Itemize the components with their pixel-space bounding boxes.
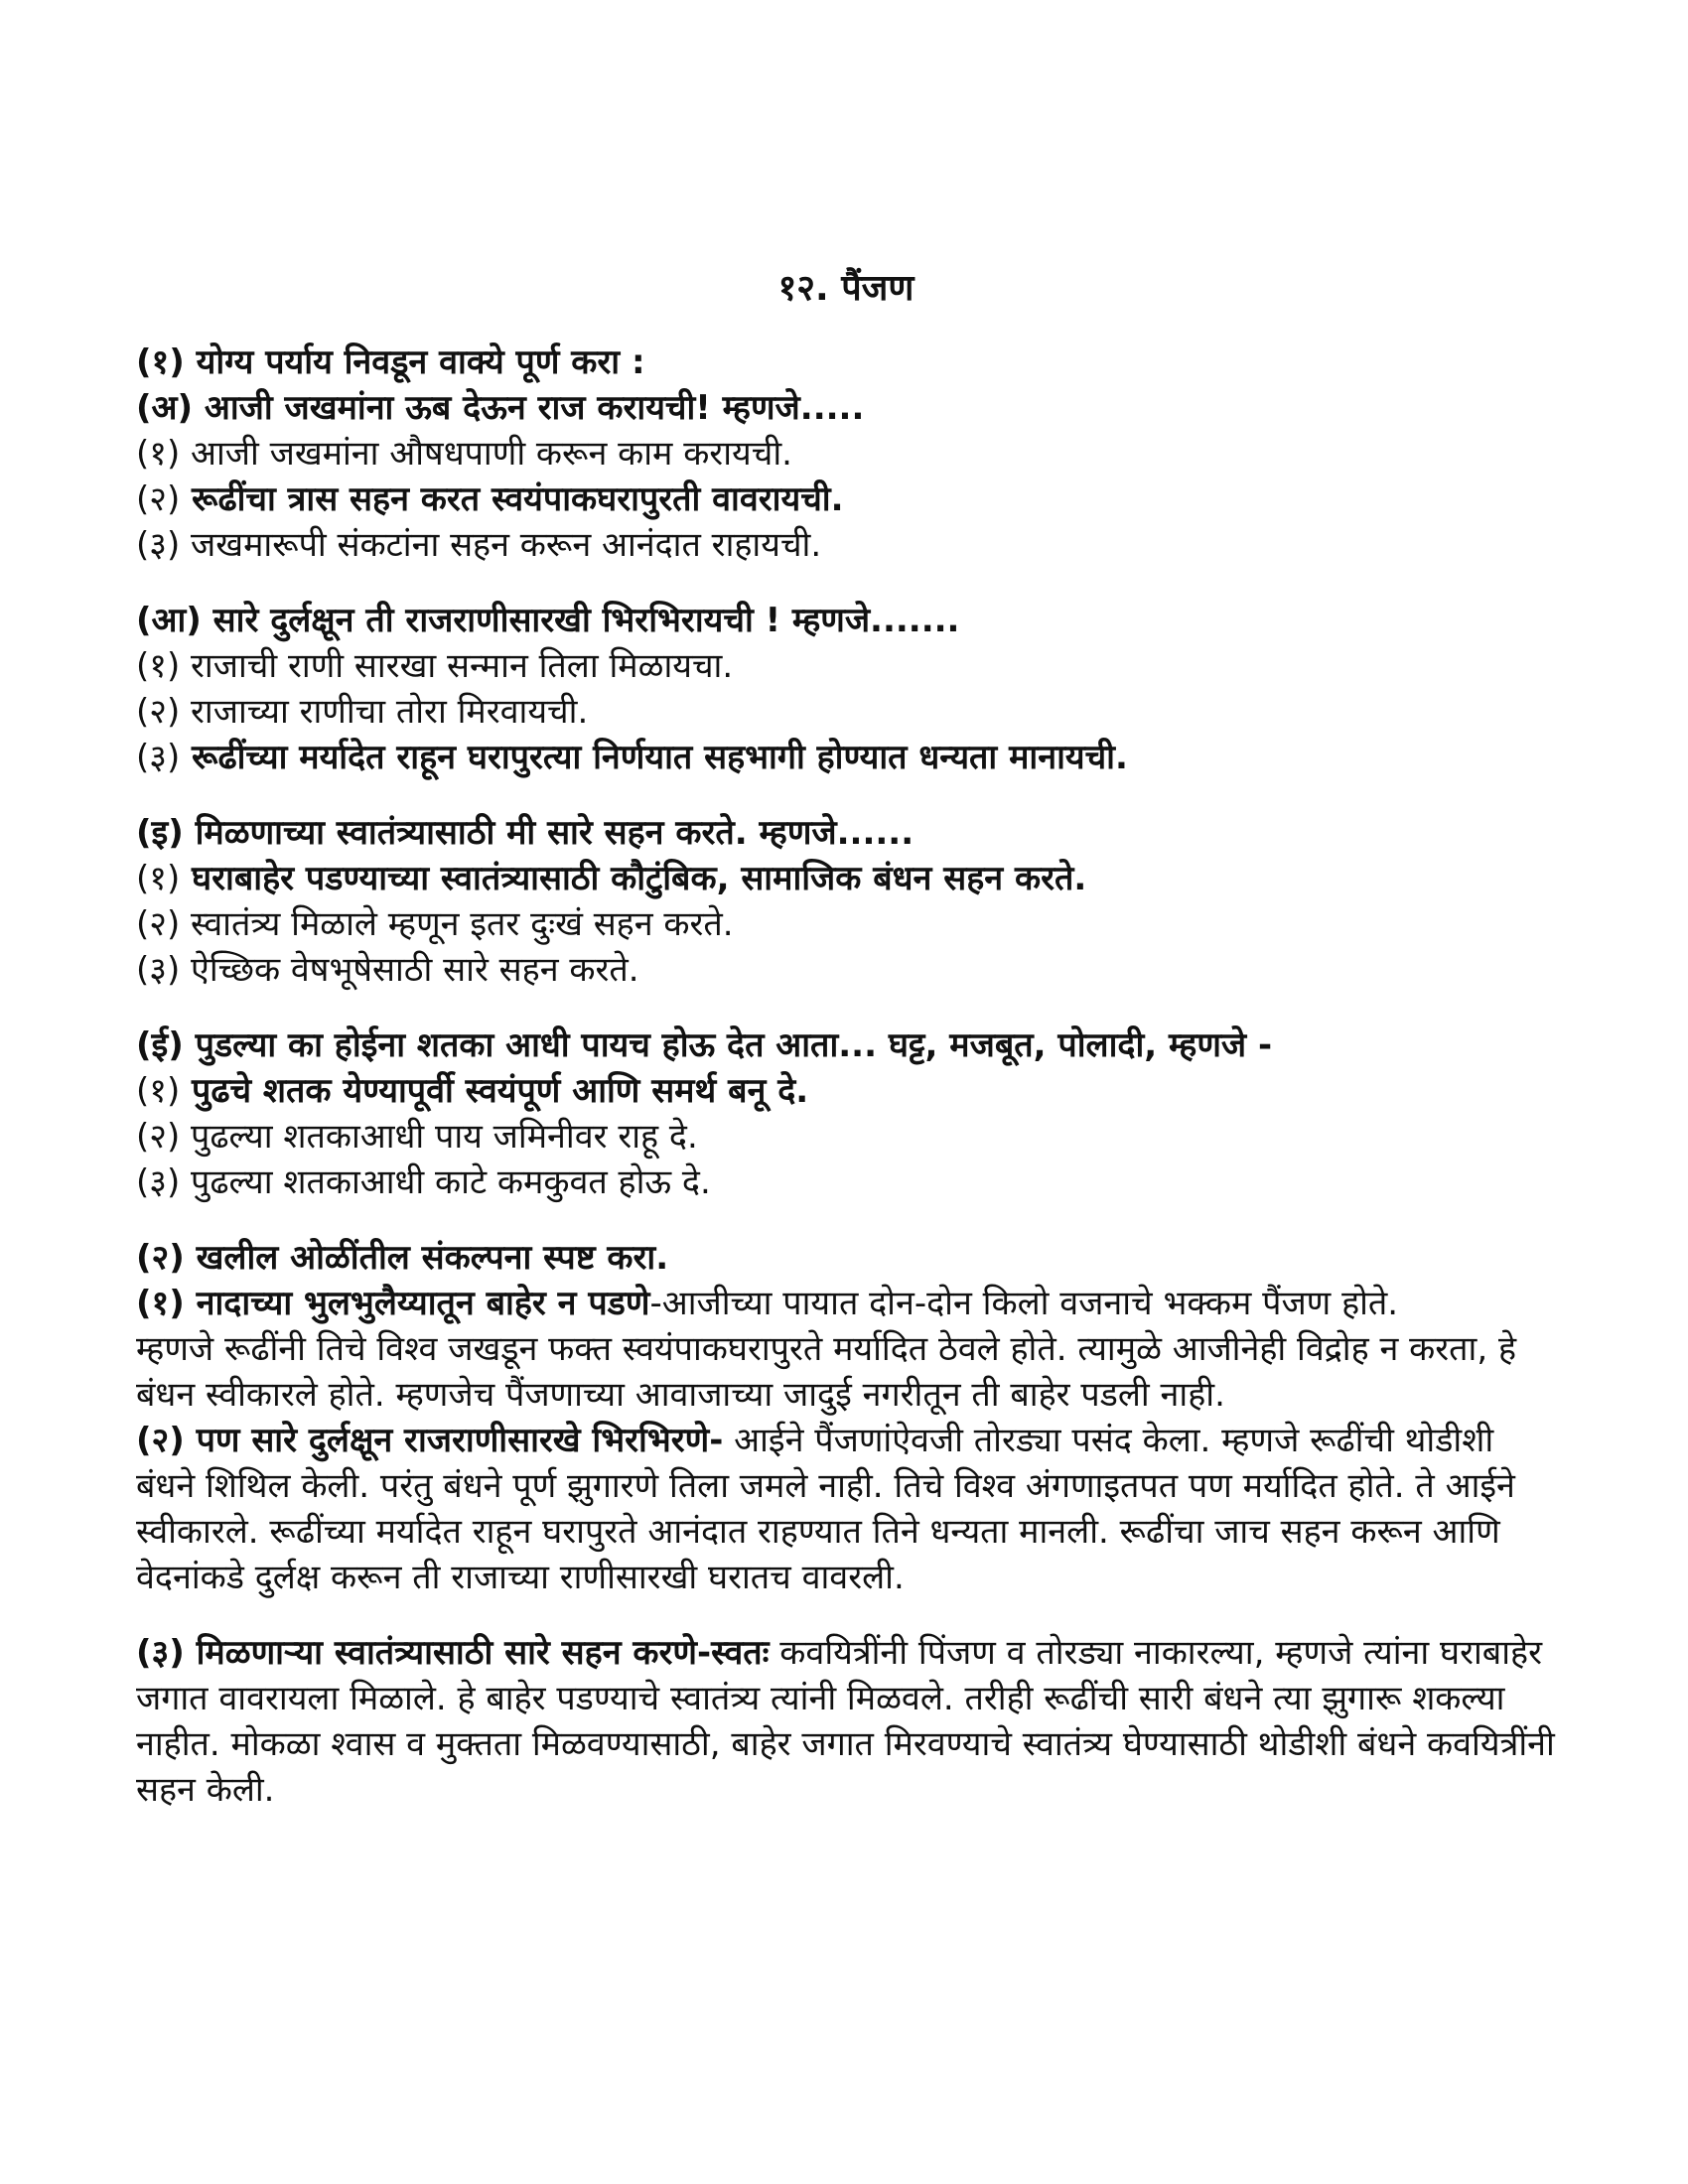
question-aa: (आ) सारे दुर्लक्षून ती राजराणीसारखी भिरभिरायची ! म्हणजे....... — [136, 601, 960, 640]
section2-heading: (२) खलील ओळींतील संकल्पना स्पष्ट करा. — [136, 1238, 669, 1278]
explanation-text: कवयित्रींनी पिंजण व तोरड्या नाकारल्या, म्हणजे त्यांना घराबाहेर जगात वावरायला मिळाले. हे बाहेर पडण्याचे स्वातंत्र्य त्यांनी मिळवले. तरीही रूढींची सारी बंधने त्या झुगारू शकल्या नाहीत. मोकळा श्वास व मुक्तता मिळवण्यासाठी, बाहेर जगात मिरवण्याचे स्वातंत्र्य घेण्यासाठी थोडीशी बंधने कवयित्रींनी सहन केली. — [136, 1633, 1555, 1810]
option-ii3 — [136, 1160, 1556, 1205]
spacer — [136, 568, 1556, 598]
option-number: (२) — [136, 692, 181, 732]
option-text: आजी जखमांना औषधपाणी करून काम करायची. — [180, 434, 792, 474]
option-a3 — [136, 522, 1556, 568]
option-a1 — [136, 431, 1556, 477]
option-number: (२) — [136, 904, 181, 944]
option-number: (२) — [136, 479, 181, 519]
option-text: पुढल्या शतकाआधी काटे कमकुवत होऊ दे. — [180, 1162, 711, 1202]
option-number: (१) — [136, 434, 181, 474]
option-ii1 — [136, 1068, 1556, 1114]
option-i2 — [136, 901, 1556, 947]
question-i: (इ) मिळणाच्या स्वातंत्र्यासाठी मी सारे सहन करते. म्हणजे...... — [136, 813, 914, 853]
option-i1 — [136, 856, 1556, 901]
spacer — [136, 1600, 1556, 1630]
option-text-answer: रूढींचा त्रास सहन करत स्वयंपाकघरापुरती वावरायची. — [180, 479, 844, 519]
option-number: (२) — [136, 1117, 181, 1157]
option-text-answer: पुढचे शतक येण्यापूर्वी स्वयंपूर्ण आणि समर्थ बनू दे. — [180, 1071, 809, 1111]
option-number: (१) — [136, 1071, 181, 1111]
option-number: (१) — [136, 859, 181, 898]
spacer — [136, 780, 1556, 810]
option-ii2 — [136, 1114, 1556, 1160]
explanation-2 — [136, 1418, 1556, 1600]
explanation-1-continued: म्हणजे रूढींनी तिचे विश्व जखडून फक्त स्वयंपाकघरापुरते मर्यादित ठेवले होते. त्यामुळे आजीनेही विद्रोह न करता, हे बंधन स्वीकारले होते. म्हणजेच पैंजणाच्या आवाजाच्या जादुई नगरीतून ती बाहेर पडली नाही. — [136, 1329, 1517, 1415]
option-aa1 — [136, 643, 1556, 689]
option-text: स्वातंत्र्य मिळाले म्हणून इतर दुःखं सहन करते. — [180, 904, 734, 944]
explanation-3 — [136, 1630, 1556, 1813]
option-number: (३) — [136, 950, 181, 990]
option-text: जखमारूपी संकटांना सहन करून आनंदात राहायची. — [180, 525, 822, 565]
question-ii: (ई) पुडल्या का होईना शतका आधी पायच होऊ देत आता... घट्ट, मजबूत, पोलादी, म्हणजे - — [136, 1025, 1273, 1065]
explanation-label: (१) नादाच्या भुलभुलैय्यातून बाहेर न पडणे — [136, 1284, 650, 1323]
option-number: (३) — [136, 738, 181, 777]
option-text: राजाच्या राणीचा तोरा मिरवायची. — [180, 692, 589, 732]
page-title: १२. पैंजण — [777, 268, 914, 309]
option-text: ऐच्छिक वेषभूषेसाठी सारे सहन करते. — [180, 950, 639, 990]
option-aa3 — [136, 735, 1556, 780]
explanation-label: (२) पण सारे दुर्लक्षून राजराणीसारखे भिरभिरणे- — [136, 1421, 724, 1460]
section1-heading: (१) योग्य पर्याय निवडून वाक्ये पूर्ण करा : — [136, 342, 645, 382]
explanation-label: (३) मिळणाऱ्या स्वातंत्र्यासाठी सारे सहन करणे-स्वतः — [136, 1633, 770, 1673]
explanation-text: -आजीच्या पायात दोन-दोन किलो वजनाचे भक्कम पैंजण होते. — [649, 1284, 1399, 1323]
spacer — [136, 993, 1556, 1023]
option-number: (३) — [136, 525, 181, 565]
option-number: (३) — [136, 1162, 181, 1202]
option-number: (१) — [136, 646, 181, 686]
option-aa2 — [136, 689, 1556, 735]
spacer — [136, 1205, 1556, 1235]
explanation-text: आईने पैंजणांऐवजी तोरड्या पसंद केला. म्हणजे रूढींची थोडीशी बंधने शिथिल केली. परंतु बंधने पूर्ण झुगारणे तिला जमले नाही. तिचे विश्व अंगणाइतपत पण मर्यादित होते. ते आईने स्वीकारले. रूढींच्या मर्यादेत राहून घरापुरते आनंदात राहण्यात तिने धन्यता मानली. रूढींचा जाच सहन करून आणि वेदनांकडे दुर्लक्ष करून ती राजाच्या राणीसारखी घरातच वावरली. — [136, 1421, 1515, 1597]
option-text: पुढल्या शतकाआधी पाय जमिनीवर राहू दे. — [180, 1117, 698, 1157]
explanation-1 — [136, 1281, 1556, 1326]
question-a: (अ) आजी जखमांना ऊब देऊन राज करायची! म्हणजे..... — [136, 388, 865, 428]
document-content — [136, 264, 1556, 1813]
option-text-answer: रूढींच्या मर्यादेत राहून घरापुरत्या निर्णयात सहभागी होण्यात धन्यता मानायची. — [180, 738, 1128, 777]
option-i3 — [136, 947, 1556, 993]
option-text-answer: घराबाहेर पडण्याच्या स्वातंत्र्यासाठी कौटुंबिक, सामाजिक बंधन सहन करते. — [180, 859, 1087, 898]
option-text: राजाची राणी सारखा सन्मान तिला मिळायचा. — [180, 646, 734, 686]
option-a2 — [136, 477, 1556, 522]
